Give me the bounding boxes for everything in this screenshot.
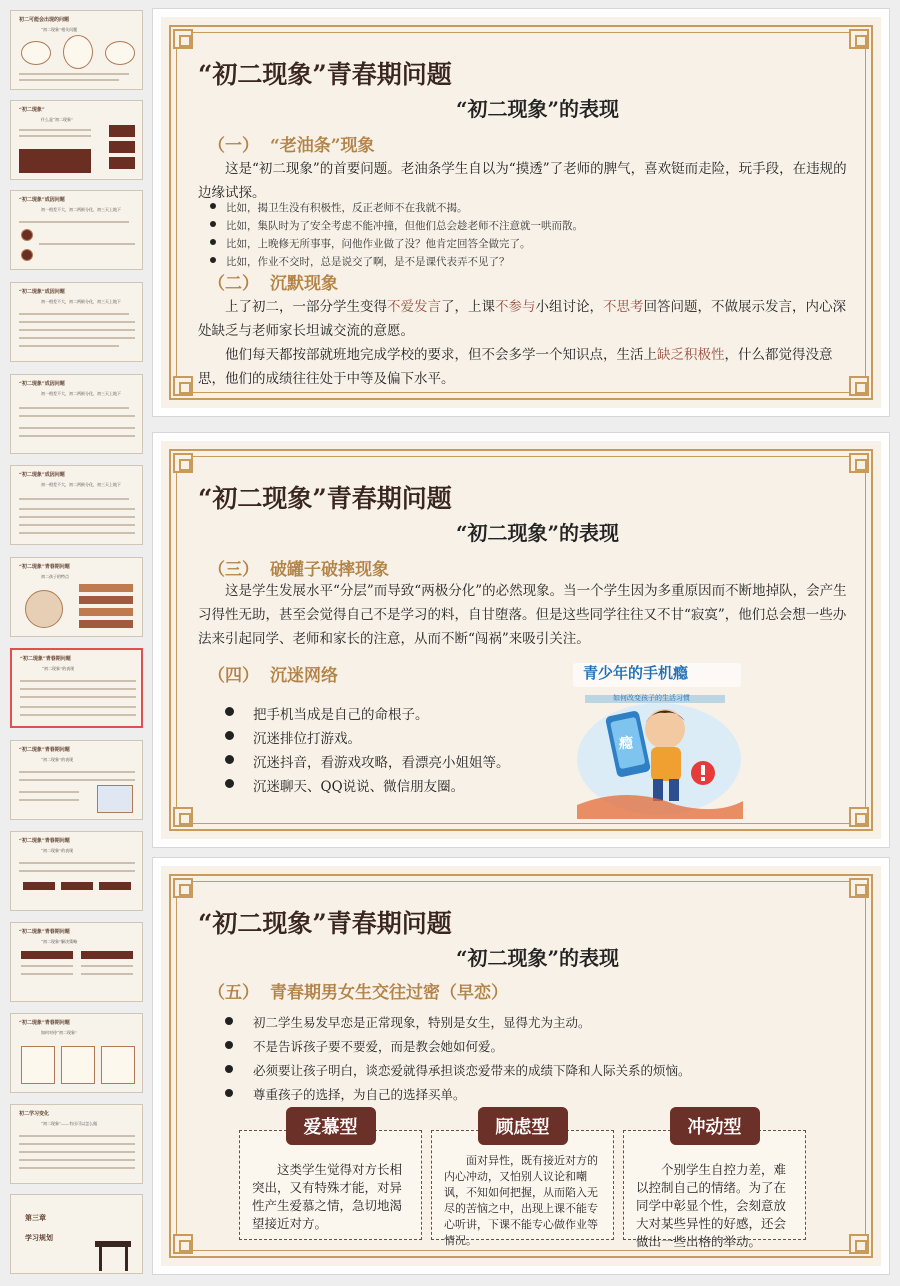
highlight-text: 不思考 bbox=[603, 299, 644, 315]
thumbnail-title: 初二学习变化 bbox=[19, 1111, 50, 1117]
slide-title: “初二现象”青春期问题 bbox=[198, 484, 452, 513]
section-heading bbox=[208, 269, 338, 294]
slide-thumbnail-14[interactable] bbox=[10, 1194, 143, 1274]
slide-title: “初二现象”青春期问题 bbox=[198, 909, 452, 938]
thumbnail-subtitle: “初二现象”的表现 bbox=[41, 848, 74, 853]
type-card-label: 冲动型 bbox=[670, 1107, 760, 1145]
bullet-item: 尊重孩子的选择，为自己的选择买单。 bbox=[253, 1087, 466, 1102]
bullet-item: 比如，揭卫生没有积极性，反正老师不在我就不揭。 bbox=[226, 202, 468, 214]
slide-thumbnail-panel bbox=[0, 0, 150, 1286]
frame-corner-ornament bbox=[849, 1234, 869, 1254]
frame-corner-ornament bbox=[173, 1234, 193, 1254]
section-heading bbox=[208, 131, 375, 156]
section-title: 沉默现象 bbox=[270, 274, 338, 294]
bullet-item: 沉迷抖音，看游戏攻略，看漂亮小姐姐等。 bbox=[253, 751, 510, 771]
thumbnail-subtitle: 学习规划 bbox=[25, 1233, 53, 1242]
thumbnail-title: 第三章 bbox=[25, 1213, 46, 1222]
slide-thumbnail-8[interactable] bbox=[10, 648, 143, 728]
slide-thumbnail-10[interactable] bbox=[10, 831, 143, 911]
frame-corner-ornament bbox=[173, 453, 193, 473]
type-card-hesitant bbox=[431, 1117, 614, 1247]
slide-thumbnail-4[interactable] bbox=[10, 282, 143, 362]
bullet-item: 初二学生易发早恋是正常现象，特别是女生，显得尤为主动。 bbox=[253, 1015, 591, 1030]
poster-subtitle: 如何改变孩子的生活习惯 bbox=[613, 694, 690, 702]
slide-subtitle: “初二现象”的表现 bbox=[455, 946, 619, 970]
thumbnail-subtitle: 初一相差不大，初二两极分化，初三天上地下 bbox=[41, 299, 121, 304]
frame-corner-ornament bbox=[849, 376, 869, 396]
bullet-item: 不是告诉孩子要不要爱，而是教会她如何爱。 bbox=[253, 1039, 504, 1054]
section-number: （三） bbox=[208, 560, 259, 580]
frame-corner-ornament bbox=[173, 878, 193, 898]
section-title: 沉迷网络 bbox=[270, 666, 338, 686]
bullet-item: 比如，作业不交时，总是说交了啊，是不是课代表弄不见了？ bbox=[226, 256, 510, 268]
slide-thumbnail-7[interactable] bbox=[10, 557, 143, 637]
thumbnail-title: “初二现象”成因问题 bbox=[19, 381, 65, 387]
poster-phone-glyph: 瘾 bbox=[619, 736, 633, 752]
slide-2[interactable] bbox=[152, 432, 890, 848]
section-heading bbox=[208, 555, 389, 580]
slide-subtitle: “初二现象”的表现 bbox=[455, 97, 619, 121]
highlight-text: 缺乏积极性 bbox=[657, 347, 725, 363]
section-paragraph: 上了初二，一部分学生变得不爱发言了，上课不参与小组讨论，不思考回答问题，不做展示发言，内心深处缺乏与老师家长坦诚交流的意愿。 bbox=[198, 299, 846, 339]
bullet-item: 比如，集队时为了安全考虑不能冲撞，但他们总会趁老师不注意就一哄而散。 bbox=[226, 220, 583, 232]
slide-thumbnail-11[interactable] bbox=[10, 922, 143, 1002]
section-number: （四） bbox=[208, 666, 259, 686]
bullet-item: 沉迷聊天、QQ说说、微信朋友圈。 bbox=[253, 775, 464, 795]
bullet-item: 比如，上晚修无所事事，问他作业做了没？他肯定回答全做完了。 bbox=[226, 238, 531, 250]
thumbnail-title: “初二现象”成因问题 bbox=[19, 289, 65, 295]
poster-title: 青少年的手机瘾 bbox=[583, 664, 689, 682]
thumbnail-subtitle: “初二现象”相关问题 bbox=[41, 27, 78, 32]
type-card-text: 面对异性，既有接近对方的内心冲动，又怕别人议论和嘲讽，不知如何把握，从而陷入无尽的苦恼之中，出现上课不能专心听讲，下课不能专心做作业等情况。 bbox=[444, 1154, 598, 1247]
thumbnail-title: “初二现象”青春期问题 bbox=[19, 564, 70, 570]
thumbnail-subtitle: 什么是“初二现象” bbox=[41, 117, 74, 122]
frame-corner-ornament bbox=[173, 29, 193, 49]
frame-corner-ornament bbox=[849, 807, 869, 827]
thumbnail-title: “初二现象”青春期问题 bbox=[19, 929, 70, 935]
thumbnail-subtitle: “初二现象”的表现 bbox=[42, 666, 75, 671]
section-number: （一） bbox=[208, 136, 259, 156]
thumbnail-title: “初二现象”青春期问题 bbox=[20, 656, 71, 662]
section-title: 破罐子破摔现象 bbox=[270, 560, 389, 580]
section-heading bbox=[208, 978, 508, 1003]
slide-subtitle: “初二现象”的表现 bbox=[455, 521, 619, 545]
type-card-admiring bbox=[239, 1117, 422, 1240]
thumbnail-title: “初二现象”青春期问题 bbox=[19, 1020, 70, 1026]
thumbnail-title: “初二现象”成因问题 bbox=[19, 197, 65, 203]
thumbnail-subtitle: “初二现象”——有出可以怎么做 bbox=[41, 1121, 98, 1126]
thumbnail-subtitle: 如何对待“初二现象” bbox=[41, 1030, 78, 1035]
slide-3[interactable] bbox=[152, 857, 890, 1275]
slide-thumbnail-6[interactable] bbox=[10, 465, 143, 545]
slide-thumbnail-5[interactable] bbox=[10, 374, 143, 454]
highlight-text: 不爱发言 bbox=[387, 299, 441, 315]
type-card-label: 顾虑型 bbox=[478, 1107, 568, 1145]
thumbnail-subtitle: “初二现象”的表现 bbox=[41, 757, 74, 762]
frame-corner-ornament bbox=[849, 453, 869, 473]
thumbnail-subtitle: 初一相差不大，初二两极分化，初三天上地下 bbox=[41, 391, 121, 396]
thumbnail-title: “初二现象”青春期问题 bbox=[19, 838, 70, 844]
section-title: “老油条”现象 bbox=[270, 136, 375, 156]
thumbnail-subtitle: “初二现象”解决策略 bbox=[41, 939, 78, 944]
section-number: （二） bbox=[208, 274, 259, 294]
frame-corner-ornament bbox=[849, 878, 869, 898]
slide-title: “初二现象”青春期问题 bbox=[198, 60, 452, 89]
section-paragraph: 他们每天都按部就班地完成学校的要求，但不会多学一个知识点，生活上缺乏积极性，什么都觉得没意思，他们的成绩往往处于中等及偏下水平。 bbox=[198, 347, 833, 387]
thumbnail-subtitle: 初一相差不大，初二两极分化，初三天上地下 bbox=[41, 207, 121, 212]
bullet-item: 沉迷排位打游戏。 bbox=[253, 727, 361, 747]
thumbnail-subtitle: 初一相差不大，初二两极分化，初三天上地下 bbox=[41, 482, 121, 487]
slide-thumbnail-2[interactable] bbox=[10, 100, 143, 180]
thumbnail-title: “初二现象” bbox=[19, 107, 45, 113]
slide-thumbnail-9[interactable] bbox=[10, 740, 143, 820]
section-heading bbox=[208, 661, 338, 686]
thumbnail-title: “初二现象”青春期问题 bbox=[19, 747, 70, 753]
type-card-impulsive bbox=[623, 1117, 806, 1249]
frame-corner-ornament bbox=[173, 376, 193, 396]
phone-addiction-illustration bbox=[567, 655, 747, 819]
highlight-text: 不参与 bbox=[495, 299, 536, 315]
thumbnail-title: 初二可能会出现的问题 bbox=[19, 17, 70, 23]
section-paragraph: 这是学生发展水平“分层”而导致“两极分化”的必然现象。当一个学生因为多重原因而不断地掉队，会产生习得性无助，甚至会觉得自己不是学习的料，自甘堕落。但是这些同学往往又不甘“寂寞”，他们总会想一些办法来引起同学、老师和家长的注意，从而不断“闯祸”来吸引关注。 bbox=[198, 583, 847, 647]
bullet-item: 必须要让孩子明白，谈恋爱就得承担谈恋爱带来的成绩下降和人际关系的烦恼。 bbox=[253, 1063, 691, 1078]
frame-corner-ornament bbox=[849, 29, 869, 49]
slide-thumbnail-3[interactable] bbox=[10, 190, 143, 270]
type-card-label: 爱慕型 bbox=[286, 1107, 376, 1145]
section-number: （五） bbox=[208, 983, 259, 1003]
bullet-item: 把手机当成是自己的命根子。 bbox=[253, 703, 429, 723]
slide-thumbnail-1[interactable] bbox=[10, 10, 143, 90]
type-card-text: 个别学生自控力差，难以控制自己的情绪。为了在同学中彰显个性，会刻意放大对某些异性的好感，还会做出一些出格的举动。 bbox=[636, 1162, 787, 1249]
section-paragraph: 这是“初二现象”的首要问题。老油条学生自以为“摸透”了老师的脾气，喜欢铤而走险，玩手段，在违规的边缘试探。 bbox=[198, 161, 847, 201]
section-title: 青春期男女生交往过密（早恋） bbox=[270, 983, 508, 1003]
thumbnail-title: “初二现象”成因问题 bbox=[19, 472, 65, 478]
slide-1[interactable] bbox=[152, 8, 890, 417]
slide-thumbnail-12[interactable] bbox=[10, 1013, 143, 1093]
slide-thumbnail-13[interactable] bbox=[10, 1104, 143, 1184]
thumbnail-subtitle: 初二孩子的特点 bbox=[41, 574, 69, 579]
frame-corner-ornament bbox=[173, 807, 193, 827]
type-card-text: 这类学生觉得对方长相突出，又有特殊才能，对异性产生爱慕之情，急切地渴望接近对方。 bbox=[252, 1162, 403, 1231]
